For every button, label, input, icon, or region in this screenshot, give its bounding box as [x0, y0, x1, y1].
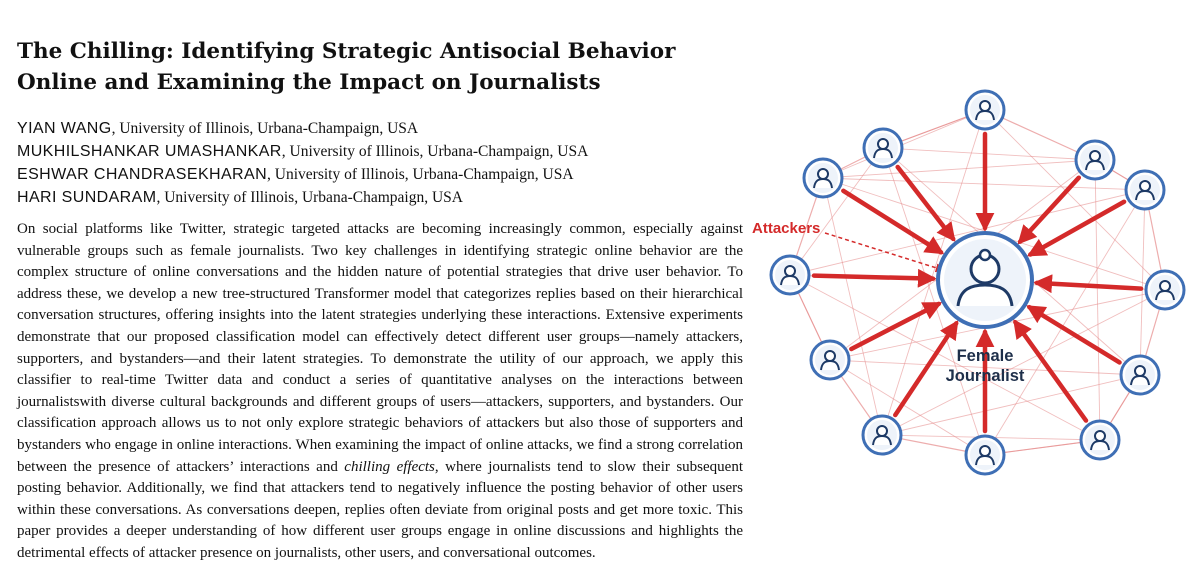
- author-entry: ESHWAR CHANDRASEKHARAN, University of Illinois, Urbana-Champaign, USA: [17, 166, 574, 183]
- label-line: Female: [956, 347, 1014, 365]
- author-name: MUKHILSHANKAR UMASHANKAR: [17, 143, 282, 160]
- user-node: [966, 436, 1004, 474]
- user-node: [771, 256, 809, 294]
- user-node: [1126, 171, 1164, 209]
- attackers-label: Attackers: [752, 220, 821, 237]
- author-name: HARI SUNDARAM: [17, 189, 157, 206]
- attack-arrow: [1029, 307, 1119, 362]
- user-node: [1081, 421, 1119, 459]
- user-node: [1076, 141, 1114, 179]
- web-link: [883, 148, 1095, 160]
- abstract: [17, 219, 743, 565]
- author-name: ESHWAR CHANDRASEKHARAN: [17, 166, 268, 183]
- web-link: [823, 110, 985, 178]
- label-line: Journalist: [945, 367, 1025, 385]
- author-name: YIAN WANG: [17, 120, 112, 137]
- user-node: [804, 159, 842, 197]
- female-journalist-label: [935, 346, 1035, 386]
- network-diagram: [745, 80, 1200, 575]
- abstract-emphasis: chilling effects: [344, 458, 435, 475]
- attack-arrow: [814, 276, 933, 279]
- abstract-text: , where journalists tend to slow their subsequent posting behavior. Additionally, we find that attackers tend to negatively influence the posting behavior of other users within these conversations. As conversations deepen, replies often deviate from original posts and get more toxic. This paper provides a deeper understanding of how different user groups engage in online discussions and highlights the detrimental effects of attacker presence on journalists, other users, and conversational outcomes.: [17, 458, 743, 561]
- attack-arrow: [1030, 202, 1124, 255]
- author-affiliation: University of Illinois, Urbana-Champaign, USA: [119, 120, 419, 137]
- web-link: [823, 160, 1095, 178]
- user-node: [1146, 271, 1184, 309]
- attack-arrow: [843, 191, 941, 253]
- user-node: [811, 341, 849, 379]
- abstract-text: On social platforms like Twitter, strategic targeted attacks are becoming increasingly common, especially against vulnerable groups such as female journalists. Two key challenges in identifying strategic online behavior are the complex structure of online conversations and the hidden nature of potential strategies that drive user behavior. To address these, we develop a new tree-structured Transformer model that categorizes replies based on their hierarchical conversation structures, offering insights into the latent strategies underlying these interactions. Extensive experiments demonstrate that our proposed classification model can effectively detect different user groups—namely attackers, supporters, and bystanders—and their latent strategies. To demonstrate the utility of our approach, we apply this classifier to real-time Twitter data and conduct a series of quantitative analyses on the interactions between journalistswith diverse cultural backgrounds and different groups of users—attackers, supporters, and bystanders. Our classification approach allows us to not only explore strategic behaviors of attackers but also those of supporters and bystanders who engage in online interactions. When examining the impact of online attacks, we find a strong correlation between the presence of attackers’ interactions and: [17, 221, 743, 475]
- user-node: [966, 91, 1004, 129]
- author-affiliation: University of Illinois, Urbana-Champaign, USA: [289, 143, 589, 160]
- author-list: [17, 116, 737, 208]
- paper-title: The Chilling: Identifying Strategic Antisocial Behavior Online and Examining the Impact on Journalists: [17, 39, 676, 95]
- network-figure: [745, 80, 1200, 575]
- web-link: [823, 178, 882, 435]
- attack-arrow: [1037, 283, 1141, 289]
- author-entry: MUKHILSHANKAR UMASHANKAR, University of Illinois, Urbana-Champaign, USA: [17, 143, 589, 160]
- user-node: [864, 129, 902, 167]
- author-entry: HARI SUNDARAM, University of Illinois, Urbana-Champaign, USA: [17, 189, 463, 206]
- author-affiliation: University of Illinois, Urbana-Champaign, USA: [164, 189, 463, 206]
- author-entry: YIAN WANG, University of Illinois, Urbana-Champaign, USA: [17, 120, 419, 137]
- user-node: [863, 416, 901, 454]
- user-node: [1121, 356, 1159, 394]
- journalist-node: [938, 233, 1032, 327]
- author-affiliation: University of Illinois, Urbana-Champaign, USA: [274, 166, 574, 183]
